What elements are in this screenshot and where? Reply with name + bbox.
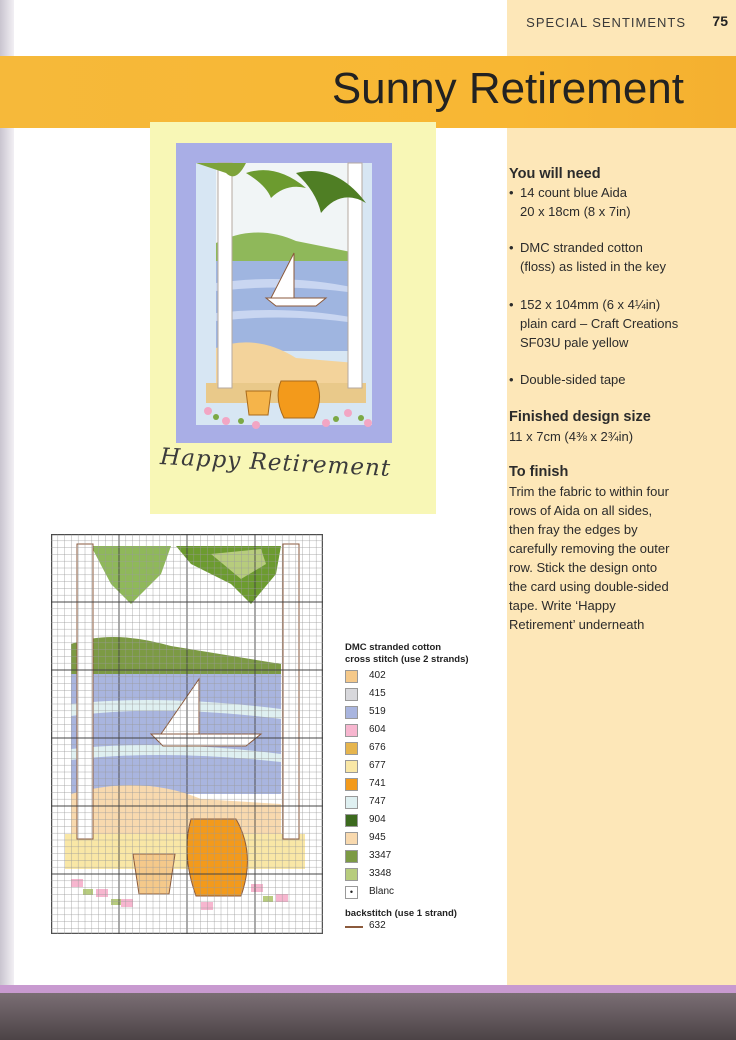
to-finish-section <box>509 463 669 634</box>
thread-code: 402 <box>369 670 386 681</box>
section-header: SPECIAL SENTIMENTS <box>526 15 686 30</box>
thread-code: 3348 <box>369 868 392 879</box>
page-shadow <box>0 993 736 1040</box>
thread-code: 747 <box>369 796 386 807</box>
to-finish-line: the card using double-sided <box>509 579 669 594</box>
color-swatch <box>345 742 358 755</box>
need-item: • 14 count blue Aida 20 x 18cm (8 x 7in) <box>509 185 631 219</box>
page-edge <box>0 985 736 993</box>
you-will-need-heading: You will need <box>509 166 601 182</box>
color-swatch <box>345 670 358 683</box>
color-swatch <box>345 706 358 719</box>
to-finish-line: rows of Aida on all sides, <box>509 503 653 518</box>
thread-code: 677 <box>369 760 386 771</box>
to-finish-heading: To finish <box>509 464 569 480</box>
thread-code: 415 <box>369 688 386 699</box>
thread-code: 945 <box>369 832 386 843</box>
finished-size-value: 11 x 7cm (4⅜ x 2¾in) <box>509 429 634 444</box>
need-item: • DMC stranded cotton (floss) as listed in the key <box>509 240 666 274</box>
color-swatch <box>345 868 358 881</box>
color-swatch <box>345 724 358 737</box>
to-finish-line: Retirement’ underneath <box>509 617 645 632</box>
color-swatch <box>345 850 358 863</box>
finished-size-heading: Finished design size <box>509 409 651 425</box>
thread-code: 676 <box>369 742 386 753</box>
page-title: Sunny Retirement <box>331 64 684 113</box>
thread-code: 904 <box>369 814 386 825</box>
color-swatch <box>345 760 358 773</box>
thread-code: 3347 <box>369 850 392 861</box>
book-spine <box>0 0 14 990</box>
thread-code: 519 <box>369 706 386 717</box>
thread-code: 604 <box>369 724 386 735</box>
need-item: • Double-sided tape <box>509 372 626 387</box>
color-swatch <box>345 832 358 845</box>
thread-code: Blanc <box>369 886 395 897</box>
stitched-design-photo <box>176 143 392 443</box>
finished-size-section <box>509 408 651 446</box>
color-swatch <box>345 814 358 827</box>
to-finish-line: then fray the edges by <box>509 522 638 537</box>
to-finish-line: Trim the fabric to within four <box>509 484 669 499</box>
backstitch-title: backstitch (use 1 strand) <box>345 908 457 919</box>
need-item: • 152 x 104mm (6 x 4¼in) plain card – Craft Creations SF03U pale yellow <box>509 297 679 350</box>
color-swatch <box>345 688 358 701</box>
card-caption: Happy Retirement <box>159 443 392 483</box>
color-swatch <box>345 796 358 809</box>
to-finish-line: row. Stick the design onto <box>509 560 658 575</box>
color-swatch: • <box>345 886 358 899</box>
you-will-need-section <box>509 165 601 184</box>
key-title: cross stitch (use 2 strands) <box>345 654 469 665</box>
key-title: DMC stranded cotton <box>345 642 442 653</box>
page-number: 75 <box>712 13 728 29</box>
to-finish-line: carefully removing the outer <box>509 541 670 556</box>
color-swatch <box>345 778 358 791</box>
backstitch-row: 632 <box>345 920 469 934</box>
thread-key <box>345 642 469 934</box>
thread-code: 741 <box>369 778 386 789</box>
to-finish-line: tape. Write ‘Happy <box>509 598 616 613</box>
cross-stitch-chart <box>51 534 323 934</box>
